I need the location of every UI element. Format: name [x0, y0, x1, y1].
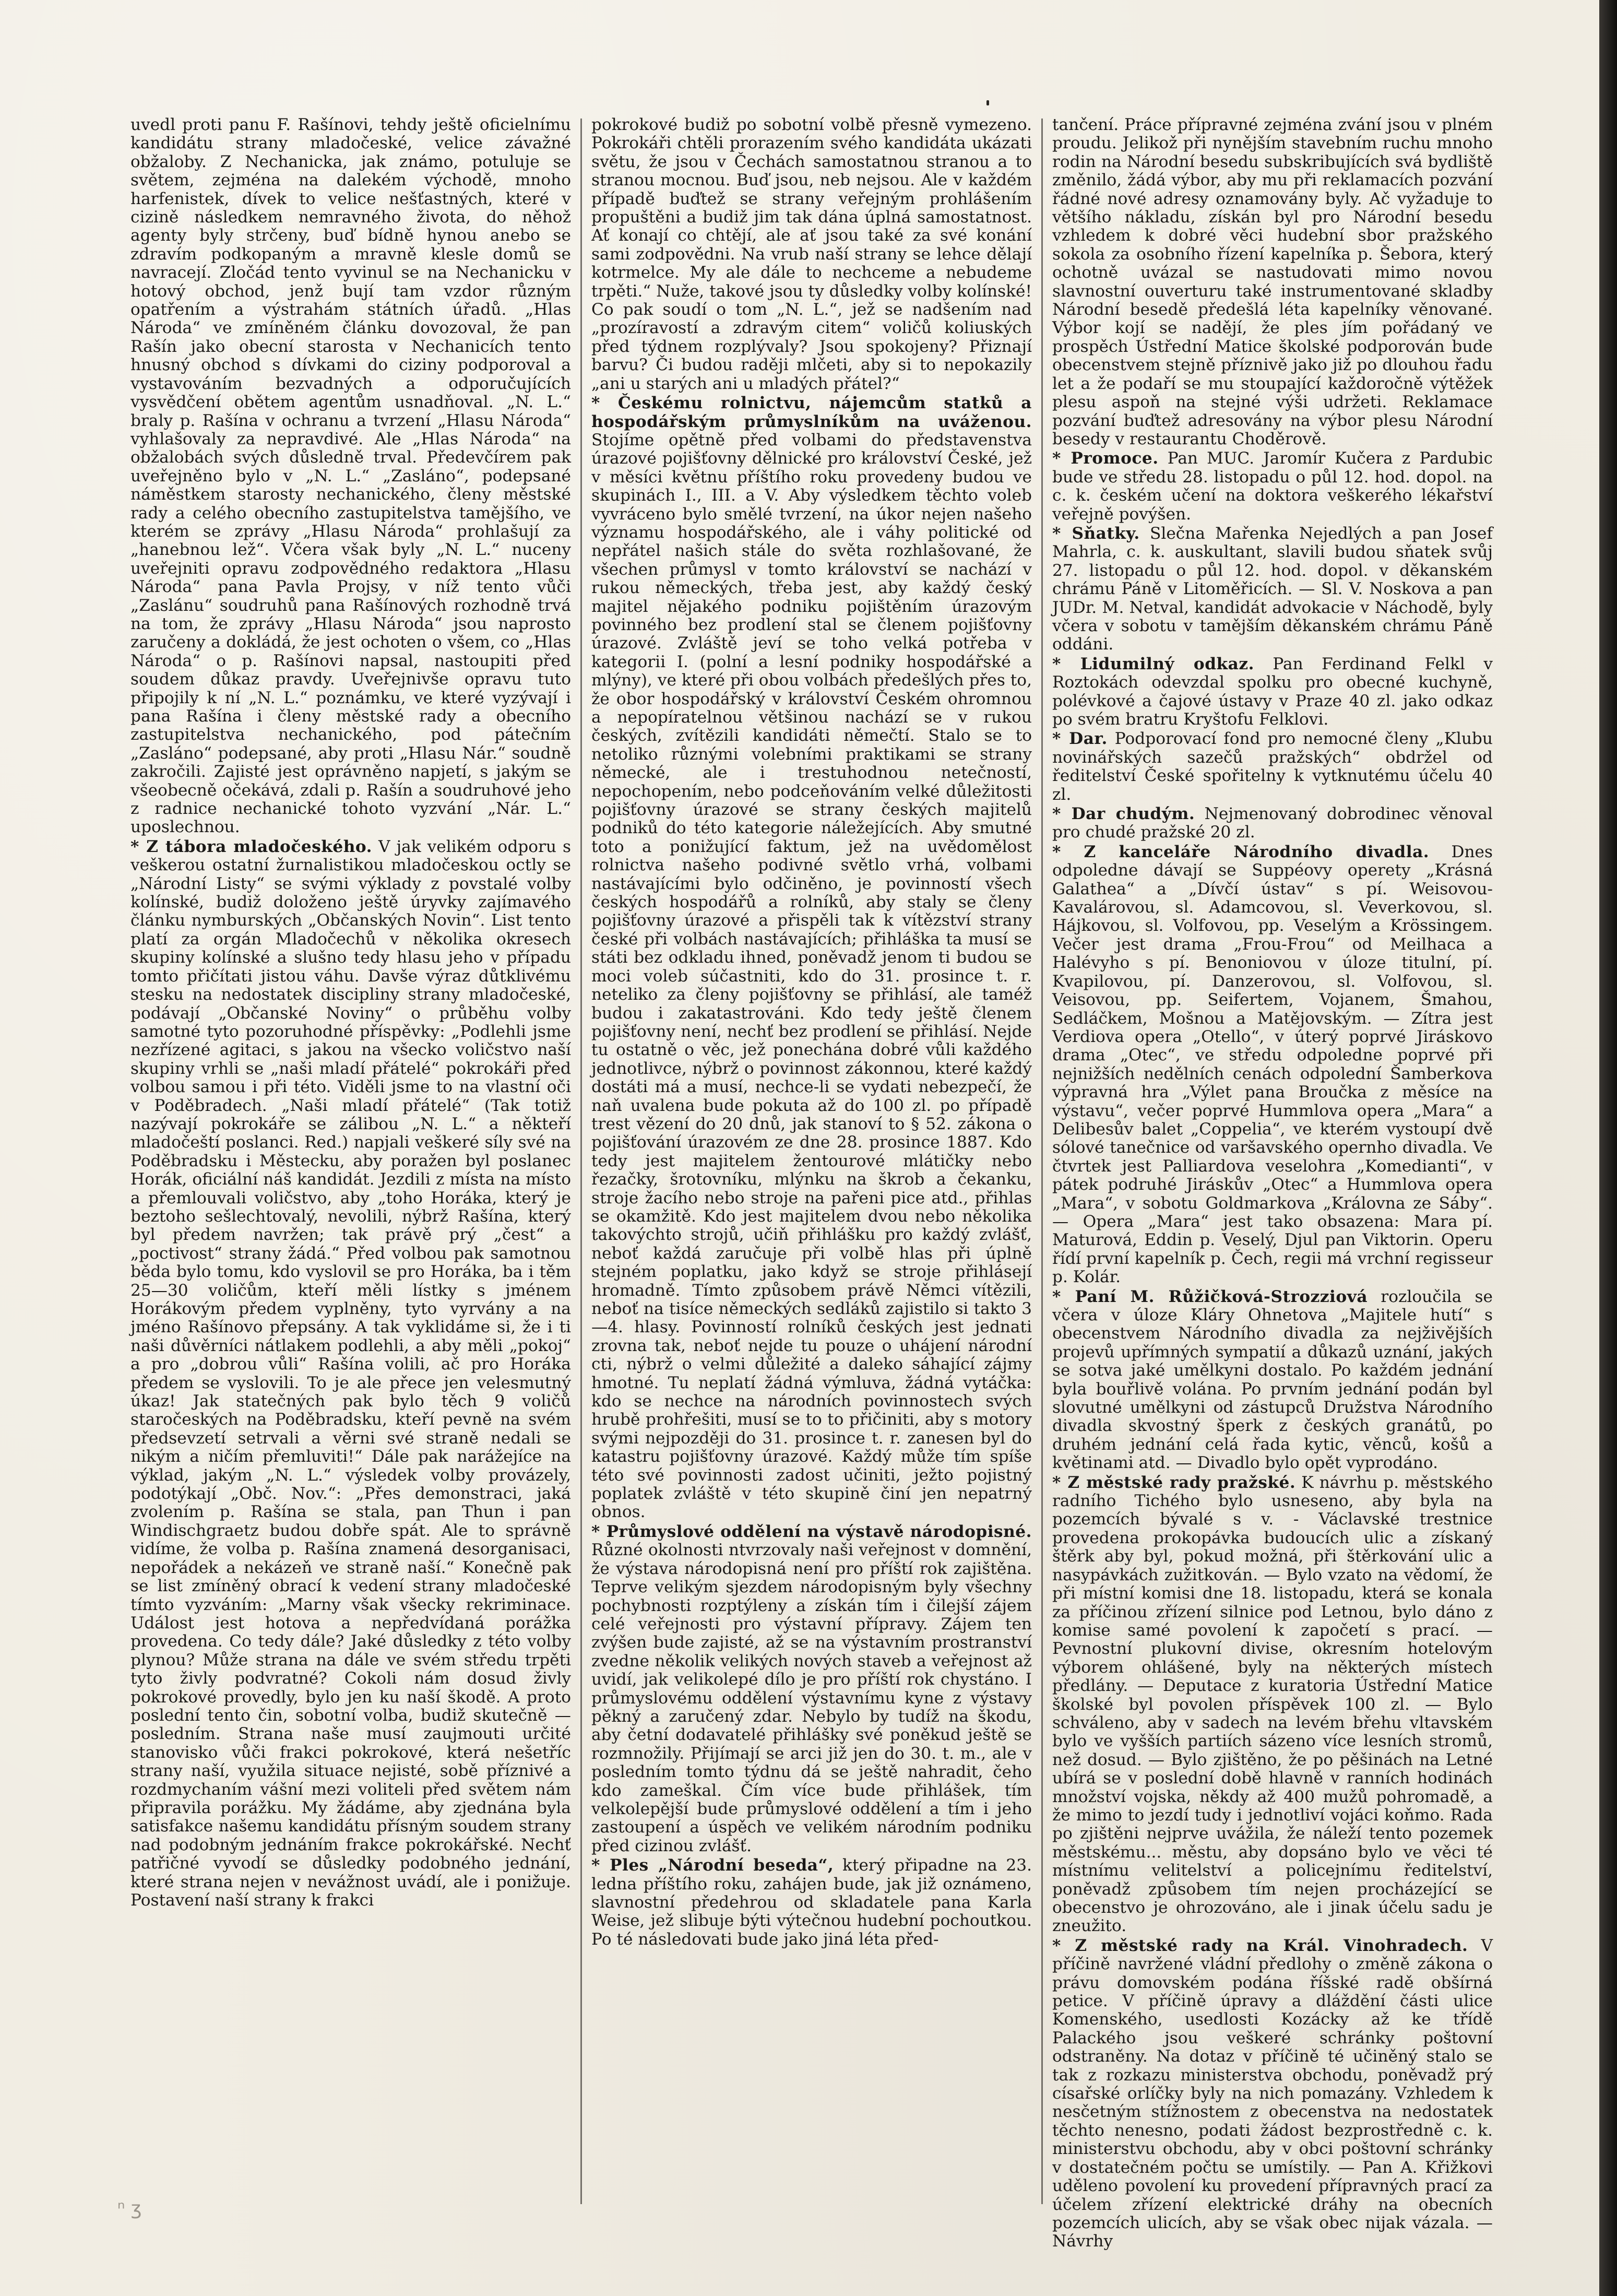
article-paragraph	[591, 1523, 1032, 1855]
article-text: K návrhu p. městského radního Tichého bylo usneseno, aby byla na pozemcích bývalé s v. - Václavské trestnice provedena prokopávka budoucích ulic a získaný štěrk aby byl, pokud možná, při štěrkování ulic a nasypávkách zužitkován. — Bylo vzato na vědomí, že při místní komisi dne 18. listopadu, která se konala za příčinou zřízení silnice pod Letnou, bylo dáno z komise samé povolení k započetí s prací. — Pevnostní plukovní divise, okresním hotelovým výborem ohlášené, byly na některých místech předlány. — Deputace z kuratoria Ústřední Matice školské byl povolen příspěvek 100 zl. — Bylo schváleno, aby v sadech na levém břehu vltavském bylo ve vyšších partiích sázeno více lesních stromů, než dosud. — Bylo zjištěno, že po pěšinách na Letné ubírá se v poslední době hlavně v ranních hodinách množství vojska, někdy až 400 mužů pohromadě, a že mimo to jezdí tudy i jednotliví vojáci koňmo. Rada po zjištěni nejprve uvážila, že náleží tento pozemek městskému... městu, aby dopsáno bylo ve věci té místnímu velitelství a policejnímu ředitelství, poněvadž způsobem tím nejen procházející se obecenstvo je ohrozováno, ale i jinak účelu sadu je zneužito.	[1052, 1473, 1493, 1936]
article-text: Stojíme opětně před volbami do představenstva úrazové pojišťovny dělnické pro království České, jež v měsíci květnu příštího roku provedeny budou ve skupinách I., III. a V. Aby výsledkem těchto voleb vyvráceno bylo smělé tvrzení, na úkor nejen našeho významu hospodářského, ale i váhy politické od nepřátel našich stále do světa rozhlašované, že všechen průmysl v tomto království se nachází v rukou německých, třeba jest, aby každý český majitel nějakého podniku pojištěním úrazovým povinného bez prodlení stal se členem pojišťovny úrazové. Zvláště jeví se toho velká potřeba v kategorii I. (polní a lesní podniky hospodářské a mlýny), ve které při obou volbách předešlých přes to, že obor hospodářský v království Českém ohromnou a nepopíratelnou většinou nachází se v rukou českých, zvítězili kandidáti němečtí. Stalo se to netoliko různými volebními praktikami se strany německé, ale i trestuhodnou netečností, nepochopením, nebo podceňováním velké důležitosti pojišťovny úrazové se strany českých majitelů podniků do této kategorie náležejících. Aby smutné toto a ponižující faktum, jež na uvědomělost rolnictva našeho podivné světlo vrhá, volbami nastávajícími bylo odčiněno, je povinností všech českých hospodářů a rolníků, aby staly se členy pojišťovny úrazové a přispěli tak k vítězství strany české při volbách nastávajících; přihláška ta musí se státi bez odkladu ihned, poněvadž jenom ti budou se moci voleb súčastniti, kdo do 31. prosince t. r. neteliko za členy pojišťovny se přihlásí, ale taméž budou i zakatastrováni. Kdo tedy ještě členem pojišťovny není, nechť bez prodlení se přihlásí. Nejde tu ostatně o věc, jež ponechána dobré vůli každého jednotlivce, nýbrž o povinnost zákonnou, které každý dostáti má a musí, nechce-li se vydati nebezpečí, že naň uvalena bude pokuta až do 100 zl. po případě trest vězení do 20 dnů, jak stanoví to § 52. zákona o pojišťování úrazovém ze dne 28. prosince 1887. Kdo tedy jest majitelem žentourové mlátičky nebo řezačky, šrotovníku, mlýnku na škrob a čekanku, stroje žacího nebo stroje na pařeni pice atd., přihlas se okamžitě. Kdo jest majitelem dvou nebo několika takovýchto strojů, učiň přihlášku pro každý zvlášť, neboť každá zaručuje při volbě hlas při úplně stejném poplatku, jako když se stroje přihlásejí hromadně. Tímto způsobem právě Němci vítězili, neboť na tisíce německých sedláků zajistilo si takto 3—4. hlasy. Povinností rolníků českých jest jednati zrovna tak, neboť nejde tu pouze o uhájení národní cti, nýbrž o velmi důležité a daleko sáhající zájmy hmotné. Tu neplatí žádná výmluva, žádná vytáčka: kdo se nechce na národních povinnostech svých hrubě prohřešiti, musí se to to přičiniti, aby s motory svými nejpozději do 31. prosince t. r. zanesen byl do katastru pojišťovny úrazové. Každý může tím spíše této své povinnosti zadost učiniti, ježto pojistný poplatek zvláště v této skupině činí jen nepatrný obnos.	[591, 430, 1032, 1522]
article-text: který připadne na 23. ledna příštího roku, zahájen bude, jak již oznámeno, slavnostní předehrou od skladatele pana Karla Weise, jež slibuje býti výtečnou hudební pochoutkou. Po té následovati bude jako jiná léta před-	[591, 1856, 1032, 1949]
article-text: Různé okolnosti ntvrzovaly naši veřejnost v domnění, že výstava národopisná není pro příští rok zajištěna. Teprve velikým sjezdem národopisným byly všechny pochybnosti rozptýleny a získán tím i čilejší zájem celé veřejnosti pro výstavní přípravy. Zájem ten zvýšen bude zajisté, až se na výstavním prostranství zvedne několik velikých nových staveb a veřejnost až uvidí, jak velikolepé dílo je pro příští rok chystáno. I průmyslovému oddělení výstavnímu kyne z výstavy pěkný a zaručený zdar. Nebylo by tudíž na škodu, aby četní dodavatelé přihlášky své poněkud ještě se rozmnožily. Přijímají se arci již jen do 30. t. m., ale v posledním tomto týdnu dá se ještě nahradit, čeho kdo zameškal. Čím více bude přihlášek, tím velkolepější bude průmyslové oddělení a tím i jeho zastoupení a úspěch ve velikém národním podniku před cizinou zvlášť.	[591, 1541, 1032, 1855]
article-text: V příčině navržené vládní předlohy o změně zákona o právu domovském podána říšské radě obšírná petice. V příčině úpravy a dláždění části ulice Komenského, usedlosti Kozácky až ke třídě Palackého jsou veškeré schránky poštovní odstraněny. Na dotaz v příčině té učiněný stalo se tak z rozkazu ministerstva obchodu, poněvadž prý císařské orlíčky byly na nich pomazány. Vzhledem k nesčetným stížnostem z obecenstva na nedostatek těchto nenesno, podati žádost bezprostředně c. k. ministerstvu obchodu, aby v obci poštovní schránky v dostatečném počtu se umístily. — Pan A. Křižkovi uděleno povolení ku provedení přípravných prací za účelem zřízení elektrické dráhy na obecních pozemcích ulicích, aby se však obec nijak vázala. — Návrhy	[1052, 1936, 1493, 2251]
article-paragraph	[591, 1856, 1032, 1949]
article-paragraph	[130, 116, 571, 837]
article-heading: * Ples „Národní beseda“,	[591, 1856, 834, 1875]
scan-binding-edge	[1599, 0, 1617, 2296]
column-3	[1043, 115, 1502, 2251]
article-paragraph	[591, 116, 1032, 393]
article-heading: * Českému rolnictvu, nájemcům statků a hospodářským průmyslníkům na uváženou.	[591, 394, 1032, 431]
article-heading: * Z tábora mladočeského.	[130, 837, 372, 856]
article-text: pokrokové budiž po sobotní volbě přesně vymezeno. Pokrokáři chtěli prorazením svého kandidáta ukázati světu, že jsou v Čechách samostatnou stranou a to stranou mocnou. Buď jsou, neb nejsou. Ale v každém případě buďtež se strany veřejným prohlášením propuštěni a budiž jim tak dána úplná samostatnost. Ať konají co chtějí, ale ať jsou také za své konání sami zodpovědni. Na vrub naší strany se lehce dělají kotrmelce. My ale dále to nechceme a nebudeme trpěti.“ Nuže, takové jsou ty důsledky volby kolínské! Co pak soudí o tom „N. L.“, jež se nadšením nad „prozíravostí a zdravým citem“ voličů koliuských před týdnem rozplývaly? Jsou spokojeny? Přiznají barvu? Či budou raději mlčeti, aby si to nepokazily „ani u starých ani u mladých přátel?“	[591, 115, 1032, 393]
stray-mark: '	[986, 100, 989, 110]
article-paragraph	[1052, 843, 1493, 1287]
article-paragraph	[1052, 1288, 1493, 1473]
article-text: Slečna Mařenka Nejedlých a pan Josef Mahrla, c. k. auskultant, slavili budou sňatek svůj 27. listopadu o půl 12. hod. dopol. v děkanském chrámu Páně v Litoměřicích. — Sl. V. Noskova a pan JUDr. M. Netval, kandidát advokacie v Náchodě, byly včera v sobotu v tamějším děkanském chrámu Páně oddáni.	[1052, 524, 1493, 654]
article-paragraph	[1052, 449, 1493, 524]
article-heading: * Dar.	[1052, 729, 1108, 749]
article-paragraph	[1052, 1474, 1493, 1936]
article-paragraph	[1052, 116, 1493, 448]
article-heading: * Paní M. Růžičková-Strozziová	[1052, 1287, 1368, 1306]
article-text: rozloučila se včera v úloze Kláry Ohnetova „Majitele hutí“ s obecenstvem Národního divadla za nejživějších projevů upřímných sympatií a důkazů uznání, jakých se sotva jaké umělkyni dostalo. Po každém jednání byla bouřlivě volána. Po prvním jednání podán byl slovutné umělkyni od zástupců Družstva Národního divadla skvostný šperk z českých granátů, po druhém jednání celá řada kytic, věnců, košů a květinami atd. — Divadlo bylo opět vyprodáno.	[1052, 1287, 1493, 1473]
article-heading: * Z kanceláře Národního divadla.	[1052, 842, 1430, 861]
article-text: Dnes odpoledne dávají se Suppéovy operety „Krásná Galathea“ a „Dívčí ústav“ s pí. Weisovou-Kavalárovou, sl. Adamcovou, sl. Veverkovou, sl. Hájkovou, sl. Volfovou, pp. Veselým a Krössingem. Večer jest drama „Frou-Frou“ od Meilhaca a Halévyho s pí. Benoniovou v úloze titulní, pí. Kvapilovou, pí. Danzerovou, sl. Volfovou, sl. Veisovou, pp. Seifertem, Vojanem, Šmahou, Sedláčkem, Mošnou a Matějovským. — Zítra jest Verdiova opera „Otello“, v úterý poprvé Jiráskovo drama „Otec“, ve středu odpoledne poprvé při nejnižších nedělních cenách odpolední Šamberkova výpravná hra „Výlet pana Broučka z měsíce na výstavu“, večer poprvé Hummlova opera „Mara“ a Delibesův balet „Coppelia“, ve kterém vystoupí dvě sólové tanečnice od varšavského opernho divadla. Ve čtvrtek jest Palliardova veselohra „Komedianti“, v pátek podruhé Jiráskův „Otec“ a Hummlova opera „Mara“, v sobotu Goldmarkova „Královna ze Sáby“. — Opera „Mara“ jest tako obsazena: Mara pí. Maturová, Eddin p. Veselý, Djul pan Viktorin. Operu řídí první kapelník p. Čech, regii má vrchní regisseur p. Kolár.	[1052, 842, 1493, 1287]
article-heading: * Lidumilný odkaz.	[1052, 654, 1254, 673]
article-heading: * Průmyslové oddělení na výstavě národopisné.	[591, 1522, 1032, 1541]
article-paragraph	[130, 838, 571, 1910]
column-2	[582, 116, 1041, 2204]
article-paragraph	[1052, 525, 1493, 654]
article-text: Nejmenovaný dobrodinec věnoval pro chudé pražské 20 zl.	[1052, 804, 1493, 842]
article-heading: * Promoce.	[1052, 449, 1159, 468]
article-heading: * Z městské rady na Král. Vinohradech.	[1052, 1936, 1468, 1955]
article-paragraph	[1052, 805, 1493, 842]
article-text: V jak velikém odporu s veškerou ostatní žurnalistikou mladočeskou octly se „Národní Listy“ se svými výklady z povstalé volby kolínské, budiž doloženo ještě úryvky zajímavého článku nymburských „Občanských Novin“. List tento platí za orgán Mladočechů v několika okresech skupiny kolínské a slušno tedy hlasu jeho v případu tomto přičítati jistou váhu. Davše výraz důtklivému stesku na nedostatek discipliny strany mladočeské, podávají „Občanské Noviny“ o průběhu volby samotné tyto pozoruhodné příspěvky: „Podlehli jsme nezřízené agitaci, s jakou na všecko voličstvo naší skupiny vrhli se „naši mladí přátelé“ pokrokáři před volbou samou i při této. Viděli jsme to na vlastní oči v Poděbradech. „Naši mladí přátelé“ (Tak totiž nazývají pokrokáře se zálibou „N. L.“ a někteří mladočeští poslanci. Red.) napjali veškeré síly své na Poděbradsku i Městecku, aby poražen byl poslanec Horák, oficiální náš kandidát. Jezdili z místa na místo a přemlouvali voličstvo, aby „toho Horáka, který je beztoho sešlechtovalý, nevolili, nýbrž Rašína, který byl předem navržen; tak právě prý „čest“ a „poctivost“ strany žádá.“ Před volbou pak samotnou běda bylo tomu, kdo vyslovil se pro Horáka, ba i těm 25—30 voličům, kteří měli lístky s jménem Horákovým předem vyplněny, tyto vyrvány a na jméno Rašínovo přepsány. A tak vyklidáme si, že i ti naši důvěrníci nátlakem podlehli, a aby měli „pokoj“ a pro „dobrou vůli“ Rašína volili, ač pro Horáka předem se vyslovili. To je ale přece jen velesmutný úkaz! Jak statečných pak bylo těch 9 voličů staročeských na Poděbradsku, kteří pevně na svém předsevzetí setrvali a věrni své straně nedali se nikým a ničím přemluviti!“ Dále pak narážejíce na výklad, jakým „N. L.“ výsledek volby provázely, podotýkají „Obč. Nov.“: „Přes demonstraci, jaká zvolením p. Rašína se stala, pan Thun i pan Windischgraetz budou dobře spát. Ale to správně vidíme, že volba p. Rašína znamená desorganisaci, nepořádek a nekázeň ve straně naší.“ Konečně pak se list zmíněný obrací k vedení strany mladočeské tímto vyzváním: „Marny však všecky rekriminace. Událost jest hotova a nepředvídaná porážka provedena. Co tedy dále? Jaké důsledky z této volby plynou? Může strana na dále ve svém středu trpěti tyto živly podvratné? Cokoli nám dosud živly pokrokové provedly, bylo jen ku naší škodě. A proto poslední tento čin, sobotní volba, budiž skutečně — posledním. Strana naše musí zaujmouti určité stanovisko vůči frakci pokrokové, která nešetříc strany naší, využila situace nejisté, sobě příznivé a rozdmychaním vášní mezi voliteli před světem nám připravila porážku. My žádáme, aby zjednána byla satisfakce našemu kandidátu přísným soudem strany nad podobným jednáním frakce pokrokářské. Nechť patřičné vyvodí se důsledky podobného jednání, které strana nejen v nevážnost uvádí, ale i ponižuje. Postavení naší strany k frakci	[130, 837, 571, 1910]
article-paragraph	[591, 394, 1032, 1522]
article-heading: * Sňatky.	[1052, 524, 1140, 543]
article-text: Podporovací fond pro nemocné členy „Klubu novinářských sazečů pražských“ obdržel od ředitelství České spořitelny k vytknutému účelu 40 zl.	[1052, 729, 1493, 804]
article-text: Pan MUC. Jaromír Kučera z Pardubic bude ve středu 28. listopadu o půl 12. hod. dopol. na c. k. českém učení na doktora veškerého lékařství veřejně povýšen.	[1052, 449, 1493, 524]
article-text: tančení. Práce přípravné zejména zvání jsou v plném proudu. Jelikož při nynějším stavebním ruchu mnoho rodin na Národní besedu subskribujících svá bydliště změnilo, žádá výbor, aby mu při reklamacích pozvání řádné nové adresy oznamovány byly. Ač vyžaduje to většího nákladu, získán byl pro Národní besedu vzhledem k dobré věci hudební sbor pražského sokola za osobního řízení kapelníka p. Šebora, který ochotně uvázal se nastudovati mimo novou slavnostní ouverturu také instrumentované skladby Národní besedě předešlá léta kapelníky věnované. Výbor kojí se nadějí, že ples jím pořádaný ve prospěch Ústřední Matice školské podporován bude obecenstvem stejně příznivě jako již po dlouhou řadu let a že podaří se mu stoupající každoročně výtěžek plesu aspoň na stejné výši udržeti. Reklamace pozvání buďtež adresovány na výbor plesu Národní besedy v restaurantu Choděrově.	[1052, 115, 1493, 448]
article-text: uvedl proti panu F. Rašínovi, tehdy ještě oficielnímu kandidátu strany mladočeské, velice závažné obžaloby. Z Nechanicka, jak známo, potuluje se světem, zejména na dalekém východě, mnoho harfenistek, dívek to velice nešťastných, které v cizině následkem nemravného života, do něhož agenty byly strčeny, buď bídně hynou anebo se zdravím podkopaným a mravně klesle domů se navracejí. Zločád tento vyvinul se na Nechanicku v hotový obchod, jenž bují tam vzdor různým opatřením a výstrahám státních úřadů. „Hlas Národa“ ve zmíněném článku dovozoval, že pan Rašín jako obecní starosta v Nechanicích tento hnusný obchod s dívkami do ciziny podporoval a vystavováním bezvadných a odporučujících vysvědčení obětem agentům usnadňoval. „N. L.“ braly p. Rašína v ochranu a tvrzení „Hlasu Národa“ vyhlašovaly za nepravdivé. Ale „Hlas Národa“ na obžalobách svých důsledně trval. Předevčírem pak uveřejněno bylo v „N. L.“ „Zasláno“, podepsané náměstkem starosty nechanického, členy městské rady a celého obecního zastupitelstva tamějšího, ve kterém se zprávy „Hlasu Národa“ prohlašují za „hanebnou lež“. Včera však byly „N. L.“ nuceny uveřejniti opravu zodpovědného redaktora „Hlasu Národa“ pana Pavla Projsy, v níž tento vůči „Zaslánu“ soudruhů pana Rašínových rozhodně trvá na tom, že zprávy „Hlasu Národa“ jsou naprosto zaručeny a dokládá, že jest ochoten o všem, co „Hlas Národa“ o p. Rašínovi napsal, nastoupiti před soudem důkaz pravdy. Uveřejnivše opravu tuto připojily k ní „N. L.“ poznámku, ve které vyzývají i pana Rašína i členy městské rady a obecního zastupitelstva nechanického, pod pátečním „Zasláno“ podepsané, aby proti „Hlasu Nár.“ soudně zakročili. Zajisté jest oprávněno napjetí, s jakým se všeobecně očekává, zdali p. Rašín a soudruhové jeho z radnice nechanické tohoto vyzvání „Nár. L.“ uposlechnou.	[130, 115, 571, 837]
column-1	[121, 116, 580, 2204]
article-paragraph	[1052, 730, 1493, 804]
article-heading: * Z městské rady pražské.	[1052, 1473, 1296, 1492]
article-paragraph	[1052, 1937, 1493, 2251]
article-heading: * Dar chudým.	[1052, 804, 1195, 824]
margin-scribble: ⁿ ʒ	[117, 2198, 142, 2219]
article-text: Pan Ferdinand Felkl v Roztokách odevzdal spolku pro obecné kuchyně, polévkové a čajové ústavy v Praze 40 zl. jako odkaz po svém bratru Kryštofu Felklovi.	[1052, 654, 1493, 729]
article-paragraph	[1052, 655, 1493, 729]
